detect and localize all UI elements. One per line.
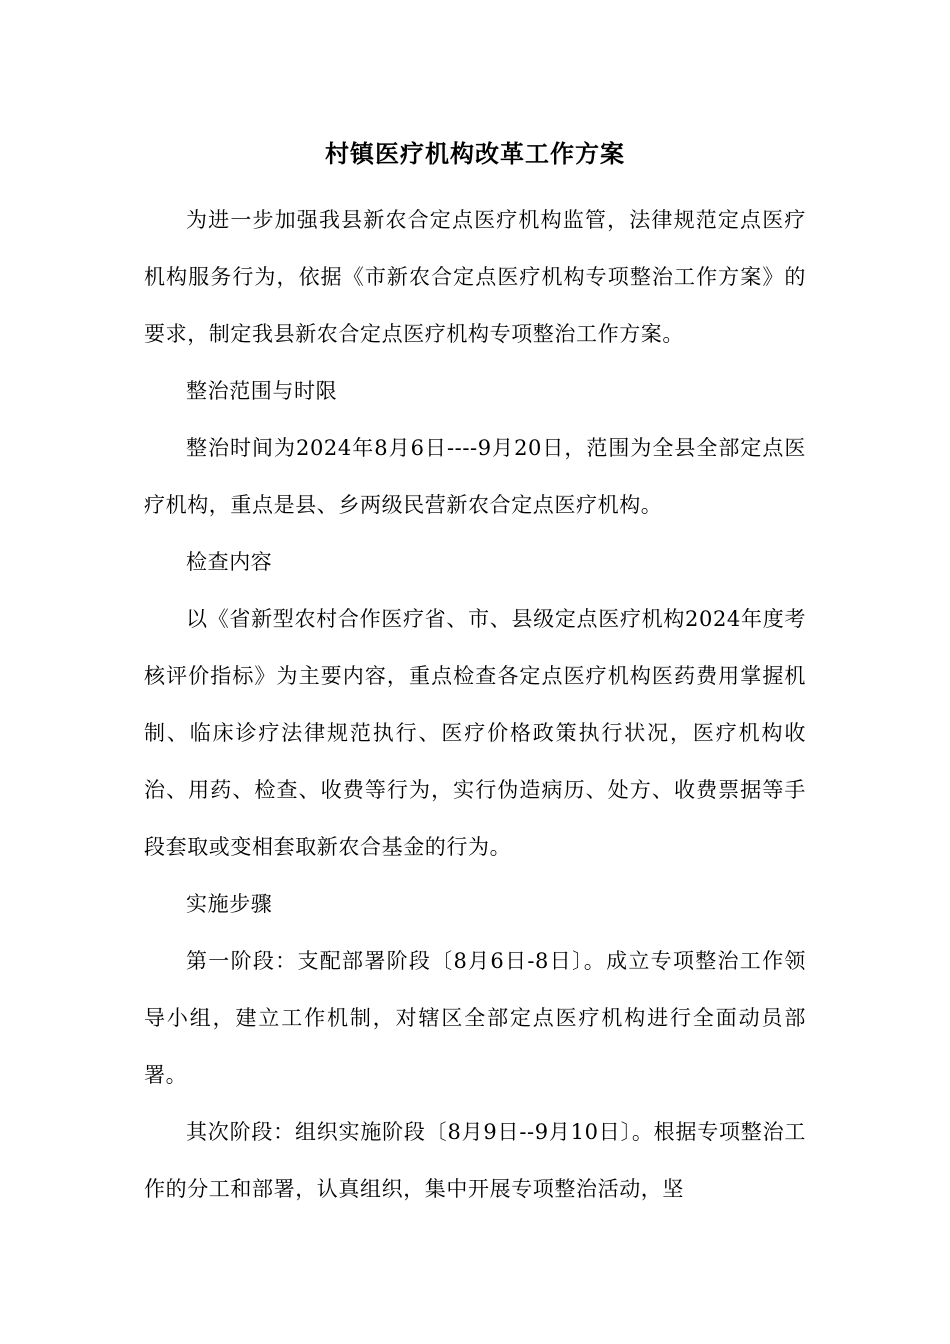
scope-paragraph: 整治时间为2024年8月6日----9月20日，范围为全县全部定点医疗机构，重点是县、乡两级民营新农合定点医疗机构。 xyxy=(144,436,806,517)
document-title: 村镇医疗机构改革工作方案 xyxy=(325,139,625,168)
document-body xyxy=(144,192,806,1218)
intro-paragraph: 为进一步加强我县新农合定点医疗机构监管，法律规范定点医疗机构服务行为，依据《市新农合定点医疗机构专项整治工作方案》的要求，制定我县新农合定点医疗机构专项整治工作方案。 xyxy=(144,208,806,346)
section-heading-scope: 整治范围与时限 xyxy=(186,379,338,403)
inspection-paragraph: 以《省新型农村合作医疗省、市、县级定点医疗机构2024年度考核评价指标》为主要内容，重点检查各定点医疗机构医药费用掌握机制、临床诊疗法律规范执行、医疗价格政策执行状况，医疗机构收治、用药、检查、收费等行为，实行伪造病历、处方、收费票据等手段套取或变相套取新农合基金的行为。 xyxy=(144,607,806,859)
section-heading-inspection: 检查内容 xyxy=(186,550,273,574)
step-two-paragraph: 其次阶段：组织实施阶段〔8月9日--9月10日〕。根据专项整治工作的分工和部署，认真组织，集中开展专项整治活动，坚 xyxy=(144,1120,806,1201)
step-one-paragraph: 第一阶段：支配部署阶段〔8月6日-8日〕。成立专项整治工作领导小组，建立工作机制，对辖区全部定点医疗机构进行全面动员部署。 xyxy=(144,949,806,1087)
section-heading-steps: 实施步骤 xyxy=(186,892,273,916)
